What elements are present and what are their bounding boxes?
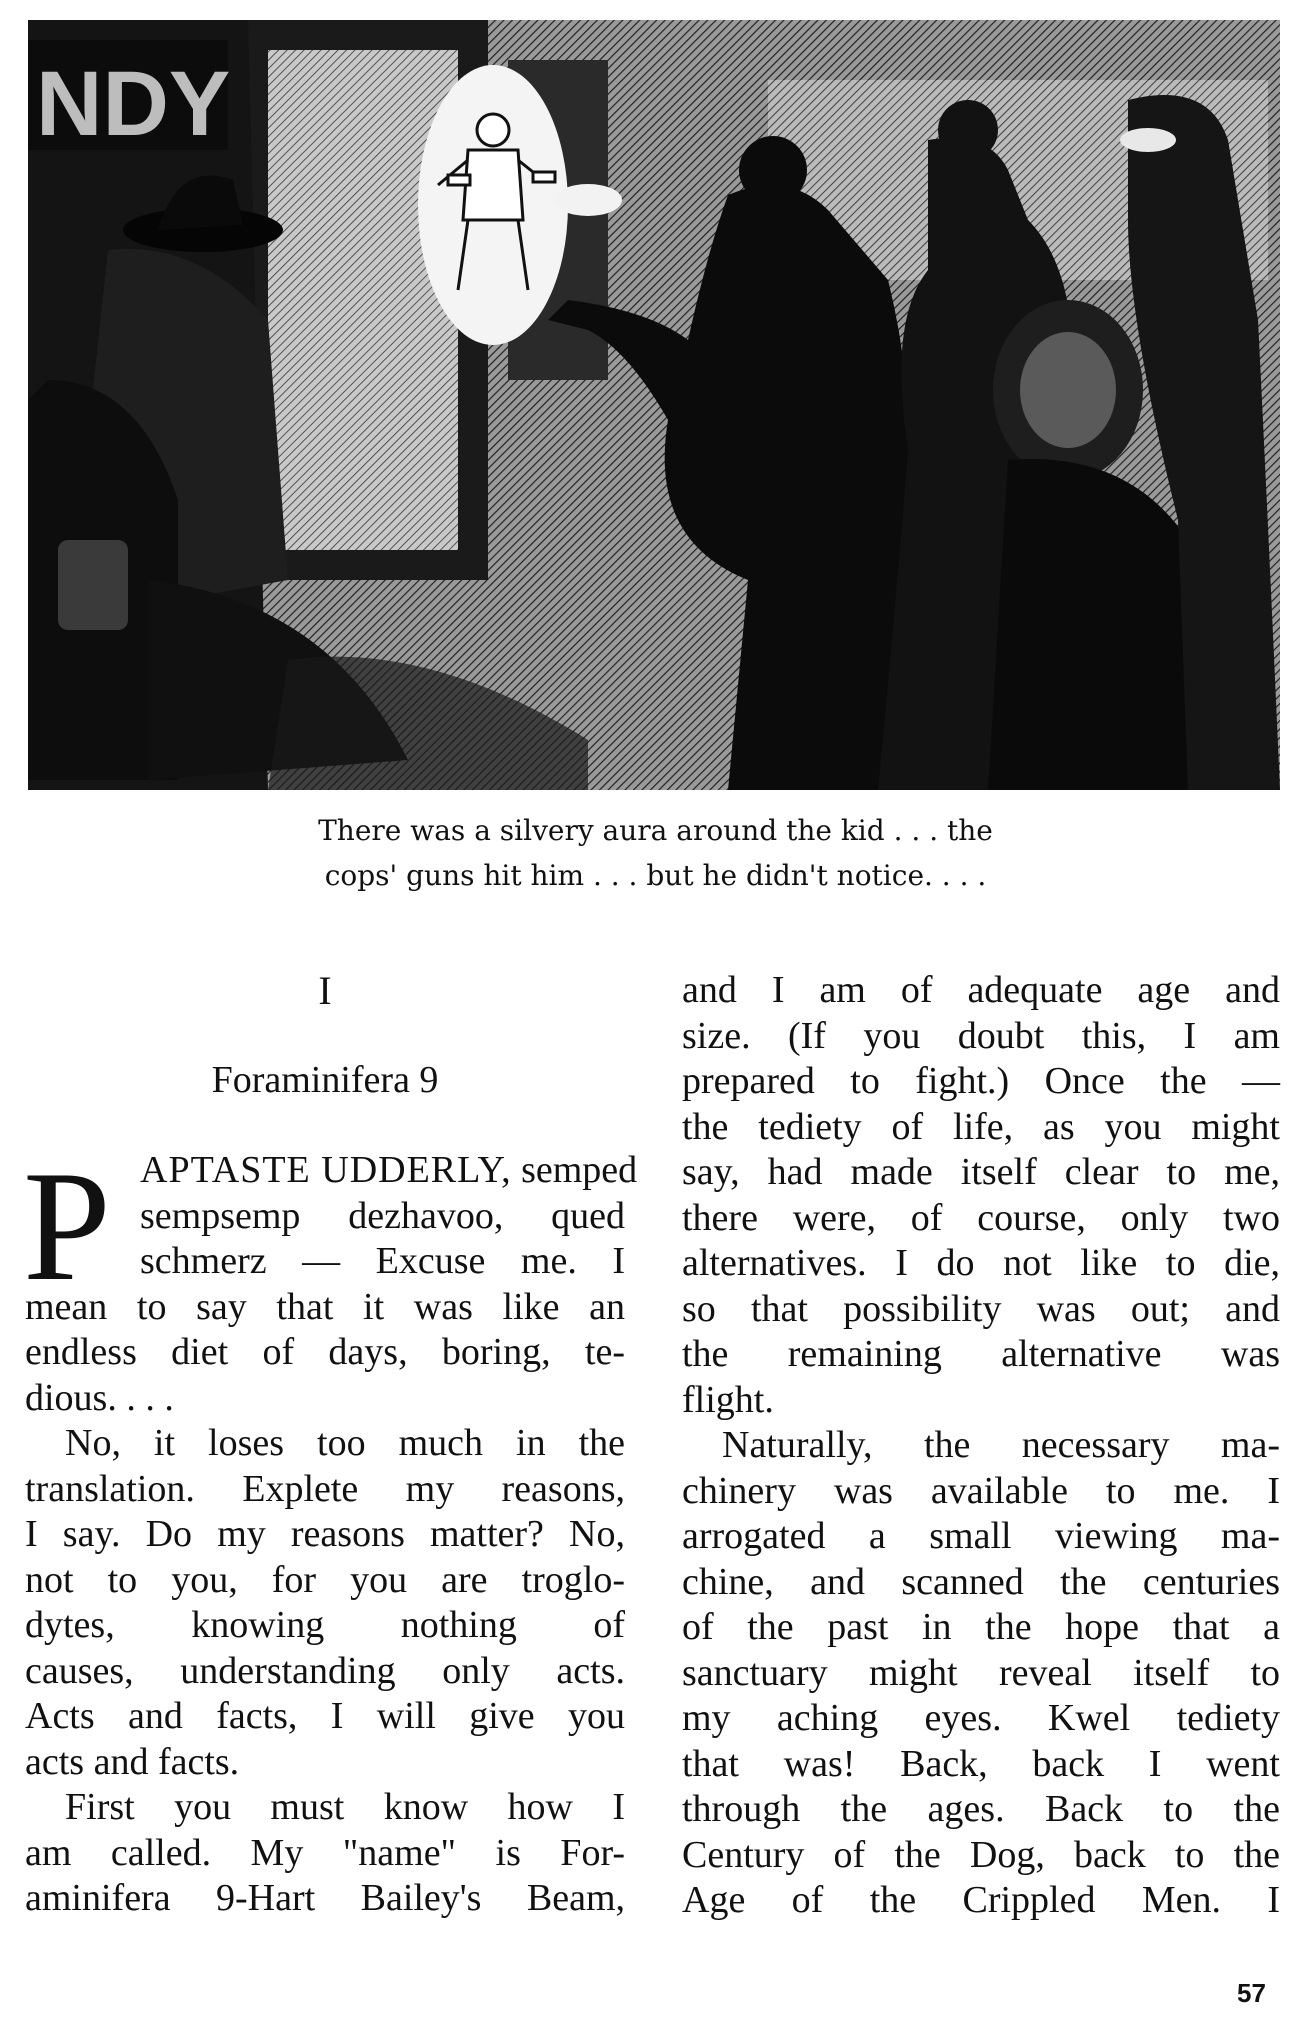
paragraph-line: Naturally, the necessary ma- — [722, 1424, 1280, 1466]
paragraph-line: through the ages. Back to the — [682, 1788, 1280, 1830]
paragraph-line: and I am of adequate age and — [682, 969, 1280, 1011]
paragraph-line: dytes, knowing nothing of — [25, 1604, 625, 1646]
paragraph-line: chinery was available to me. I — [682, 1469, 1280, 1512]
paragraph-line: aminifera 9-Hart Bailey's Beam, — [25, 1877, 625, 1919]
chapter-number: I — [318, 968, 332, 1013]
paragraph-line: I say. Do my reasons matter? No, — [25, 1513, 625, 1555]
paragraph-line: sempsemp dezhavoo, qued — [140, 1194, 625, 1237]
paragraph-line: the remaining alternative was — [682, 1333, 1280, 1375]
paragraph-line: Acts and facts, I will give you — [25, 1695, 625, 1737]
drop-cap: P — [23, 1139, 111, 1314]
paragraph-line: prepared to fight.) Once the — — [682, 1060, 1280, 1102]
paragraph-line: am called. My "name" is For- — [25, 1831, 625, 1874]
page-number: 57 — [1237, 1978, 1266, 2008]
story-illustration — [28, 20, 1280, 790]
caption-line: cops' guns hit him . . . but he didn't notice. . . . — [324, 859, 987, 892]
paragraph-line: flight. — [682, 1378, 774, 1421]
paragraph-line: chine, and scanned the centuries — [682, 1560, 1280, 1603]
paragraph-line: No, it loses too much in the — [65, 1422, 625, 1464]
left-column — [23, 968, 638, 1922]
paragraph-line — [25, 1148, 638, 1194]
opening-rest: semped — [511, 1149, 638, 1191]
right-column — [682, 968, 1280, 1924]
paragraph-line: Century of the Dog, back to the — [682, 1833, 1280, 1876]
paragraph-line: alternatives. I do not like to die, — [682, 1242, 1280, 1284]
paragraph-line: schmerz — Excuse me. I — [140, 1240, 625, 1282]
paragraph-line: Age of the Crippled Men. I — [682, 1879, 1280, 1921]
paragraph-line: of the past in the hope that a — [682, 1606, 1280, 1648]
paragraph-line: acts and facts. — [25, 1740, 240, 1783]
illustration-caption — [200, 808, 1111, 898]
illustration-art — [28, 20, 1280, 790]
paragraph-line: dious. . . . — [25, 1376, 174, 1419]
paragraph-line: First you must know how I — [65, 1786, 625, 1828]
caption-line: There was a silvery aura around the kid . . . the — [318, 814, 993, 847]
paragraph-line: causes, understanding only acts. — [25, 1649, 625, 1692]
paragraph-line: say, had made itself clear to me, — [682, 1151, 1280, 1193]
paragraph-line: so that possibility was out; and — [682, 1287, 1280, 1330]
paragraph-line: size. (If you doubt this, I am — [682, 1014, 1280, 1057]
paragraph-line: the tediety of life, as you might — [682, 1105, 1280, 1148]
opening-smallcaps: APTASTE UDDERLY, — [140, 1149, 512, 1191]
paragraph-line: arrogated a small viewing ma- — [682, 1515, 1280, 1557]
paragraph-line: translation. Explete my reasons, — [25, 1467, 625, 1510]
paragraph-line: endless diet of days, boring, te- — [25, 1331, 625, 1373]
paragraph-line: there were, of course, only two — [682, 1196, 1280, 1239]
paragraph-line: that was! Back, back I went — [682, 1742, 1280, 1785]
paragraph-line: sanctuary might reveal itself to — [682, 1651, 1280, 1694]
paragraph-line: mean to say that it was like an — [25, 1285, 625, 1328]
sign-lettering: NDY — [36, 53, 231, 155]
chapter-title: Foraminifera 9 — [211, 1059, 439, 1101]
paragraph-line: not to you, for you are troglo- — [25, 1558, 625, 1601]
paragraph-line: my aching eyes. Kwel tediety — [682, 1697, 1280, 1739]
